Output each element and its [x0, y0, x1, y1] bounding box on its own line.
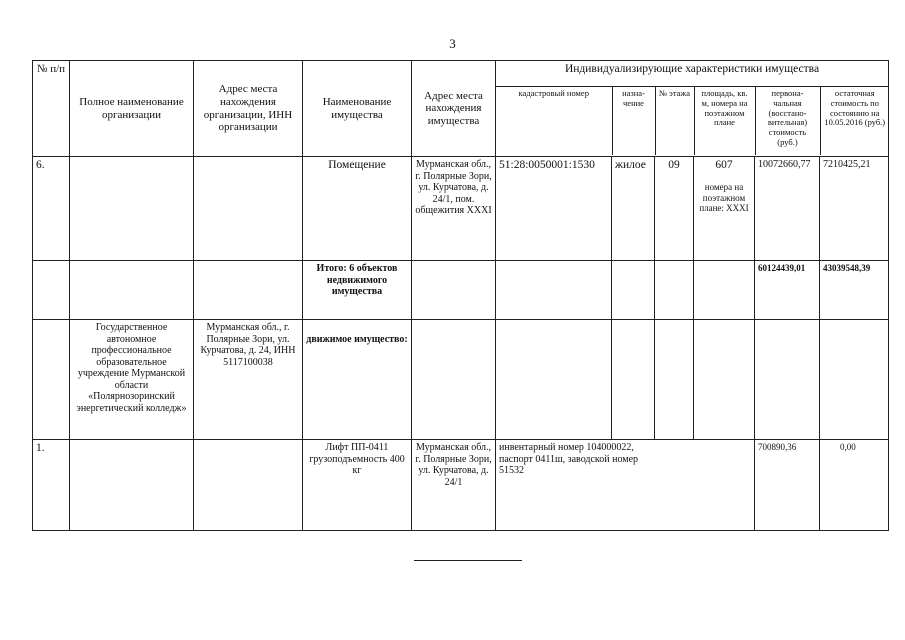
header-purpose: назна-чение	[612, 87, 655, 155]
header-property-name: Наименование имущества	[303, 61, 412, 157]
total-row	[33, 261, 889, 320]
header-num: № п/п	[33, 61, 70, 157]
total-initial: 60124439,01	[755, 261, 820, 320]
row6-purpose: жилое	[612, 157, 655, 261]
header-characteristics-group	[496, 61, 889, 157]
page-number: 3	[449, 36, 456, 51]
row6-floor: 09	[655, 157, 694, 261]
header-initial-cost: первона-чальная (восстано-вительная) стоимость (руб.)	[755, 87, 820, 155]
header-row	[33, 61, 889, 157]
row1-ident: инвентарный номер 104000022, паспорт 0411ш, заводской номер 51532	[496, 440, 755, 531]
row6-cadastral: 51:28:0050001:1530	[496, 157, 612, 261]
table-row-6	[33, 157, 889, 261]
organization-row	[33, 320, 889, 440]
row6-initial: 10072660,77	[755, 157, 820, 261]
row1-num: 1.	[33, 440, 70, 531]
row6-num: 6.	[33, 157, 70, 261]
table-row-1	[33, 440, 889, 531]
header-org-address: Адрес места нахождения организации, ИНН организации	[194, 61, 303, 157]
row1-property: Лифт ПП-0411 грузоподъемность 400 кг	[303, 440, 412, 531]
row6-residual: 7210425,21	[820, 157, 889, 261]
row6-address: Мурманская обл., г. Полярные Зори, ул. Курчатова, д. 24/1, пом. общежития XXXI	[412, 157, 496, 261]
org-address: Мурманская обл., г. Полярные Зори, ул. Курчатова, д. 24, ИНН 5117100038	[194, 320, 303, 440]
header-subcolumns	[496, 87, 889, 155]
header-property-address: Адрес места нахождения имущества	[412, 61, 496, 157]
header-residual-cost: остаточная стоимость по состоянию на 10.05.2016 (руб.)	[820, 87, 889, 155]
row1-residual: 0,00	[820, 440, 889, 531]
total-label: Итого: 6 объектов недвижимого имущества	[303, 261, 412, 320]
row1-initial: 700890,36	[755, 440, 820, 531]
row6-area-cell	[694, 157, 755, 261]
header-floor: № этажа	[655, 87, 694, 155]
row6-area-note: номера на поэтажном плане: XXXI	[699, 182, 749, 213]
footer-rule	[414, 560, 522, 561]
row6-area: 607	[715, 159, 733, 171]
org-name: Государственное автономное профессиональное образовательное учреждение Мурманской области «Полярнозоринский энергетический колледж»	[70, 320, 194, 440]
section-movable: движимое имущество:	[303, 320, 412, 440]
header-characteristics-title: Индивидуализирующие характеристики имущества	[496, 61, 888, 87]
total-residual: 43039548,39	[820, 261, 889, 320]
row6-property: Помещение	[303, 157, 412, 261]
row1-address: Мурманская обл., г. Полярные Зори, ул. Курчатова, д. 24/1	[412, 440, 496, 531]
header-org-name: Полное наименование организации	[70, 61, 194, 157]
header-cadastral: кадастровый номер	[496, 87, 612, 155]
header-area: площадь, кв. м, номера на поэтажном плане	[694, 87, 755, 155]
property-register-table	[32, 60, 889, 531]
